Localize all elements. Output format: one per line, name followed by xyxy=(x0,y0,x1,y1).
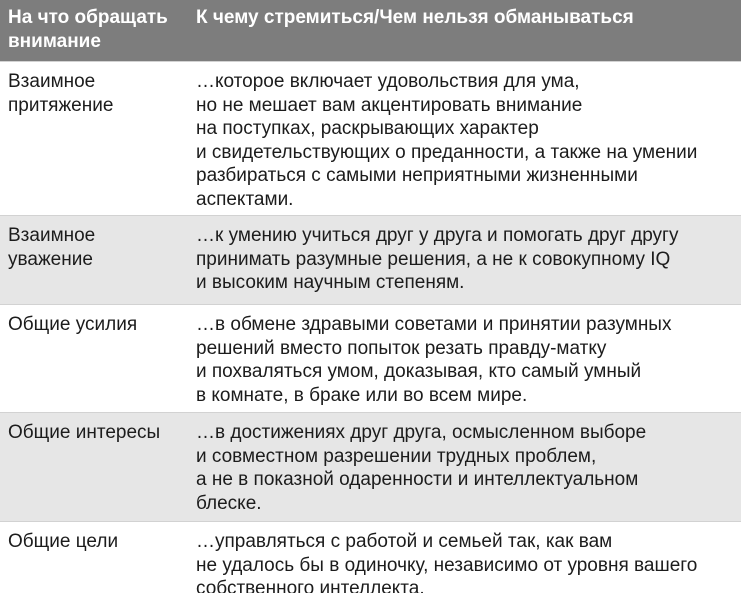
description-line: …которое включает удовольствия для ума, xyxy=(196,71,580,92)
header-line: На что обращать xyxy=(8,7,168,28)
description-line: и высоким научным степеням. xyxy=(196,272,465,293)
description-line: разбираться с самыми неприятными жизненными xyxy=(196,165,638,186)
description-line: а не в показной одаренности и интеллектуальном xyxy=(196,469,639,490)
row-description xyxy=(196,70,741,211)
description-line: и похваляться умом, доказывая, кто самый умный xyxy=(196,361,642,382)
header-line: внимание xyxy=(8,30,101,52)
aspect-line: Взаимное xyxy=(8,71,96,92)
row-aspect xyxy=(8,224,188,271)
row-aspect xyxy=(8,70,188,117)
description-line: решений вместо попыток резать правду-матку xyxy=(196,337,607,359)
table-header xyxy=(0,0,741,61)
aspect-line: Общие усилия xyxy=(8,314,138,335)
description-line: …в достижениях друг друга, осмысленном выборе xyxy=(196,422,647,443)
table-row xyxy=(0,412,741,522)
aspect-line: Общие цели xyxy=(8,531,119,552)
table-row xyxy=(0,521,741,593)
description-line: но не мешает вам акцентировать внимание xyxy=(196,94,583,116)
table-row xyxy=(0,304,741,413)
aspect-line: Взаимное xyxy=(8,225,96,246)
description-line: и совместном разрешении трудных проблем, xyxy=(196,445,597,467)
description-line: собственного интеллекта. xyxy=(196,578,425,593)
aspect-line: уважение xyxy=(8,248,93,270)
row-description xyxy=(196,530,741,593)
description-line: …управляться с работой и семьей так, как вам xyxy=(196,531,613,552)
row-aspect xyxy=(8,313,188,337)
description-line: в комнате, в браке или во всем мире. xyxy=(196,384,528,406)
description-line: блеске. xyxy=(196,492,262,514)
row-description xyxy=(196,421,741,515)
description-line: на поступках, раскрывающих характер xyxy=(196,118,539,139)
row-aspect xyxy=(8,530,188,554)
header-column-description xyxy=(196,6,736,30)
description-line: …к умению учиться друг у друга и помогать друг другу xyxy=(196,225,679,246)
aspect-line: Общие интересы xyxy=(8,422,161,443)
table-row xyxy=(0,215,741,305)
description-line: принимать разумные решения, а не к совокупному IQ xyxy=(196,248,671,270)
description-line: аспектами. xyxy=(196,188,294,210)
row-aspect xyxy=(8,421,188,445)
header-column-aspect xyxy=(8,6,188,53)
row-description xyxy=(196,224,741,295)
header-line: К чему стремиться/Чем нельзя обманываться xyxy=(196,7,634,28)
description-line: не удалось бы в одиночку, независимо от уровня вашего xyxy=(196,554,698,576)
row-description xyxy=(196,313,741,407)
description-line: …в обмене здравыми советами и принятии разумных xyxy=(196,314,672,335)
aspect-line: притяжение xyxy=(8,94,114,116)
table-row xyxy=(0,61,741,216)
description-line: и свидетельствующих о преданности, а также на умении xyxy=(196,141,698,163)
